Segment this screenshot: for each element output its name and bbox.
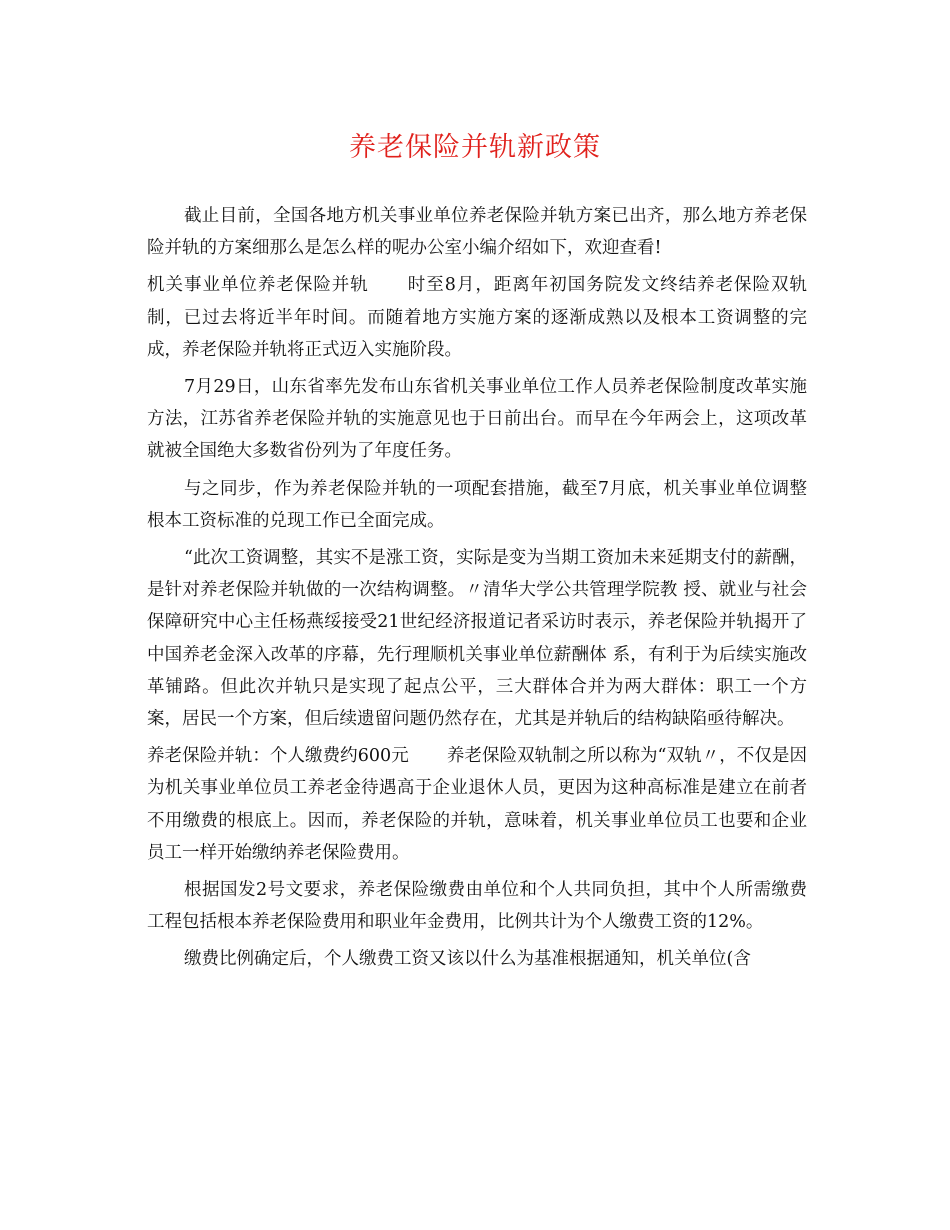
paragraph-intro: 截止目前，全国各地方机关事业单位养老保险并轨方案已出齐，那么地方养老保险并轨的方案细那么是怎么样的呢办公室小编介绍如下，欢迎查看!	[147, 206, 807, 259]
section-text-2: 养老保险双轨制之所以称为“双轨〃，不仅是因为机关事业单位员工养老金待遇高于企业退休人员，更因为这种高标准是建立在前者不用缴费的根底上。因而，养老保险的并轨，意味着，机关事业单位员工也要和企业员工一样开始缴纳养老保险费用。	[147, 746, 807, 863]
paragraph-section-2	[147, 740, 807, 869]
paragraph-sync: 与之同步，作为养老保险并轨的一项配套措施，截至7月底，机关事业单位调整根本工资标准的兑现工作已全面完成。	[147, 478, 807, 531]
paragraph-contribution: 根据国发2号文要求，养老保险缴费由单位和个人共同负担，其中个人所需缴费工程包括根本养老保险费用和职业年金费用，比例共计为个人缴费工资的12%。	[147, 880, 807, 933]
document-title: 养老保险并轨新政策	[349, 132, 601, 163]
paragraph-basis: 缴费比例确定后，个人缴费工资又该以什么为基准根据通知，机关单位(含	[184, 949, 751, 970]
paragraph-shandong: 7月29日，山东省率先发布山东省机关事业单位工作人员养老保险制度改革实施方法，江苏省养老保险并轨的实施意见也于日前出台。而早在今年两会上，这项改革就被全国绝大多数省份列为了年度任务。	[147, 377, 807, 462]
paragraph-quote: “此次工资调整，其实不是涨工资，实际是变为当期工资加未来延期支付的薪酬，是针对养老保险并轨做的一次结构调整。〃清华大学公共管理学院教 授、就业与社会保障研究中心主任杨燕绥接受21世纪经济报道记者采访时表示，养老保险并轨揭开了中国养老金深入改革的序幕，先行理顺机关事业单位薪酬体 系，有利于为后续实施改革铺路。但此次并轨只是实现了起点公平，三大群体合并为两大群体：职工一个方案，居民一个方案，但后续遗留问题仍然存在，尤其是并轨后的结构缺陷亟待解决。	[147, 548, 807, 730]
section-heading-1: 机关事业单位养老保险并轨	[147, 275, 369, 296]
document-body	[147, 200, 807, 981]
paragraph-section-1	[147, 269, 807, 366]
section-text-1: 时至8月，距离年初国务院发文终结养老保险双轨制，已过去将近半年时间。而随着地方实施方案的逐渐成熟以及根本工资调整的完成，养老保险并轨将正式迈入实施阶段。	[147, 275, 807, 360]
section-heading-2: 养老保险并轨：个人缴费约600元	[147, 746, 409, 767]
